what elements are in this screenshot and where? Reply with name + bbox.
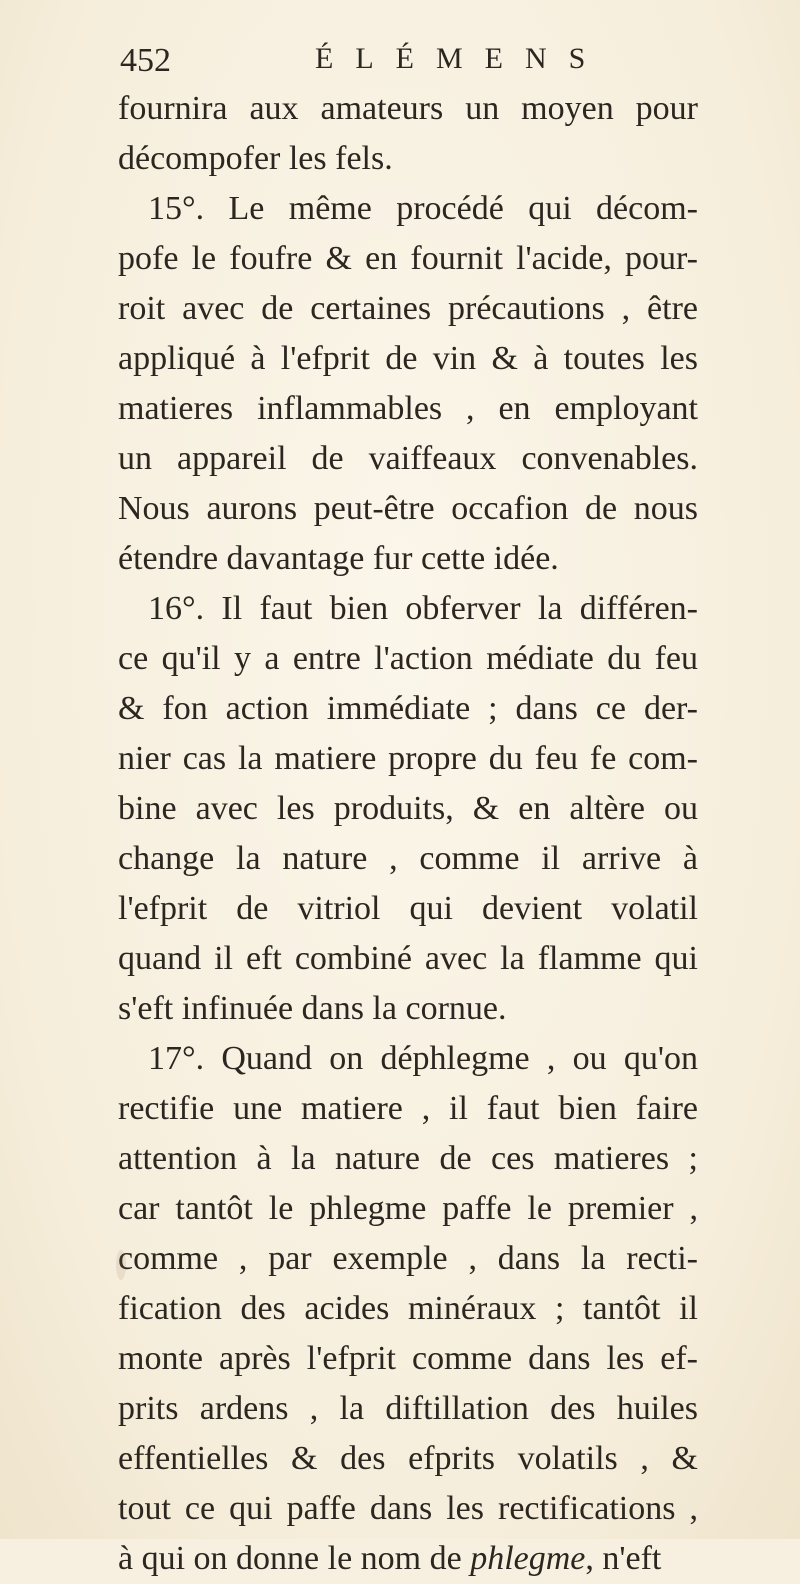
text-line: quand il eft combiné avec la flamme qui [118, 940, 698, 977]
text-fragment: , n'eft [585, 1540, 662, 1577]
paragraph-start-line: 17°. Quand on déphlegme , ou qu'on [148, 1040, 698, 1077]
text-line: décompofer les fels. [118, 140, 393, 177]
body-text [118, 84, 698, 1584]
text-line: l'efprit de vitriol qui devient volatil [118, 890, 698, 927]
text-line: roit avec de certaines précautions , être [118, 290, 698, 327]
text-line: s'eft infinuée dans la cornue. [118, 990, 507, 1027]
text-line: appliqué à l'efprit de vin & à toutes les [118, 340, 698, 377]
text-line: pofe le foufre & en fournit l'acide, pour- [118, 240, 698, 277]
text-line: ce qu'il y a entre l'action médiate du feu [118, 640, 698, 677]
paper-stain [116, 1250, 126, 1280]
paragraph-start-line: 15°. Le même procédé qui décom- [148, 190, 698, 227]
text-line: un appareil de vaiffeaux convenables. [118, 440, 698, 477]
text-line: bine avec les produits, & en altère ou [118, 790, 698, 827]
text-line: attention à la nature de ces matieres ; [118, 1140, 698, 1177]
text-line: fournira aux amateurs un moyen pour [118, 90, 698, 127]
text-line: change la nature , comme il arrive à [118, 840, 698, 877]
page-header [120, 38, 680, 88]
italic-word: phlegme [470, 1540, 586, 1577]
text-line: nier cas la matiere propre du feu fe com- [118, 740, 698, 777]
text-line: fication des acides minéraux ; tantôt il [118, 1290, 698, 1327]
text-line: tout ce qui paffe dans les rectifications , [118, 1490, 698, 1527]
text-line: & fon action immédiate ; dans ce der- [118, 690, 698, 727]
text-line: prits ardens , la diftillation des huiles [118, 1390, 698, 1427]
paragraph-start-line: 16°. Il faut bien obferver la différen- [148, 590, 698, 627]
text-line: Nous aurons peut-être occafion de nous [118, 490, 698, 527]
running-title: ÉLÉMENS [315, 42, 608, 75]
text-line: matieres inflammables , en employant [118, 390, 698, 427]
text-line: effentielles & des efprits volatils , & [118, 1440, 698, 1477]
text-line: étendre davantage fur cette idée. [118, 540, 559, 577]
text-line: comme , par exemple , dans la recti- [118, 1240, 698, 1277]
text-line [118, 1534, 698, 1584]
text-fragment: à qui on donne le nom de [118, 1540, 471, 1577]
text-line: monte après l'efprit comme dans les ef- [118, 1340, 698, 1377]
page-number: 452 [120, 42, 171, 79]
text-line: car tantôt le phlegme paffe le premier , [118, 1190, 698, 1227]
text-line: rectifie une matiere , il faut bien faire [118, 1090, 698, 1127]
